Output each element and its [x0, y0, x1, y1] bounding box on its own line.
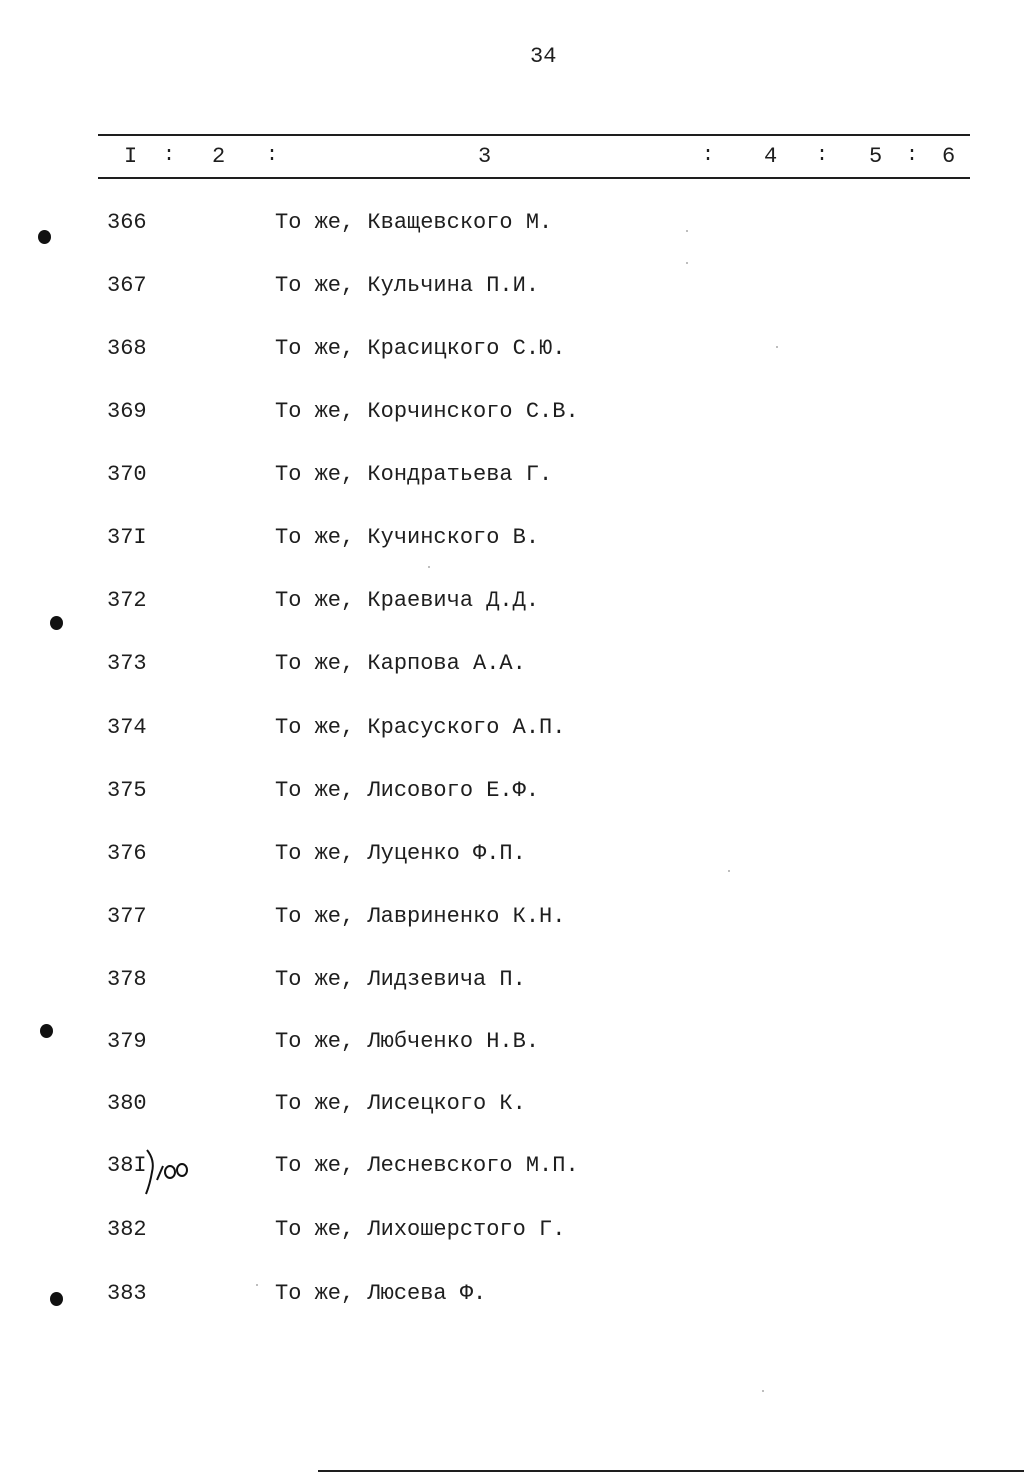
record-number: 372 — [107, 588, 147, 613]
record-description: То же, Люсева Ф. — [275, 1281, 487, 1306]
table-row — [0, 967, 1024, 1007]
record-number: 367 — [107, 273, 147, 298]
column-header-5: 5 — [869, 144, 883, 169]
record-number: 382 — [107, 1217, 147, 1242]
record-description: То же, Кондратьева Г. — [275, 462, 553, 487]
column-separator: : — [266, 144, 279, 167]
record-description: То же, Лесневского М.П. — [275, 1153, 579, 1178]
bottom-edge-line — [318, 1470, 1024, 1472]
handwritten-annotation — [143, 1148, 193, 1198]
record-number: 37I — [107, 525, 147, 550]
column-separator: : — [816, 144, 829, 167]
record-description: То же, Лисецкого К. — [275, 1091, 526, 1116]
table-row — [0, 399, 1024, 439]
record-description: То же, Красуского А.П. — [275, 715, 566, 740]
record-description: То же, Карпова А.А. — [275, 651, 526, 676]
record-number: 366 — [107, 210, 147, 235]
record-number: 379 — [107, 1029, 147, 1054]
table-row — [0, 462, 1024, 502]
table-row — [0, 1029, 1024, 1069]
table-row — [0, 778, 1024, 818]
table-row — [0, 651, 1024, 691]
column-separator: : — [702, 144, 715, 167]
record-number: 38I — [107, 1153, 147, 1178]
scan-speck — [256, 1284, 258, 1286]
scan-speck — [428, 566, 430, 568]
column-header-1: I — [124, 144, 138, 169]
record-number: 378 — [107, 967, 147, 992]
record-number: 373 — [107, 651, 147, 676]
punch-hole — [50, 1292, 63, 1306]
table-row — [0, 525, 1024, 565]
record-description: То же, Краевича Д.Д. — [275, 588, 540, 613]
record-description: То же, Корчинского С.В. — [275, 399, 579, 424]
table-row — [0, 210, 1024, 250]
record-description: То же, Кульчина П.И. — [275, 273, 540, 298]
record-number: 374 — [107, 715, 147, 740]
record-number: 368 — [107, 336, 147, 361]
punch-hole — [40, 1024, 53, 1038]
table-row — [0, 1281, 1024, 1321]
column-header-3: 3 — [478, 144, 492, 169]
punch-hole — [50, 616, 63, 630]
column-header-4: 4 — [764, 144, 778, 169]
scan-speck — [728, 870, 730, 872]
table-row — [0, 1091, 1024, 1131]
record-description: То же, Лисового Е.Ф. — [275, 778, 540, 803]
record-description: То же, Лихошерстого Г. — [275, 1217, 566, 1242]
record-description: То же, Лидзевича П. — [275, 967, 526, 992]
punch-hole — [38, 230, 51, 244]
table-row — [0, 841, 1024, 881]
table-header-bottom-rule — [98, 177, 970, 179]
table-row — [0, 336, 1024, 376]
column-separator: : — [163, 144, 176, 167]
scan-speck — [762, 1390, 764, 1392]
table-row — [0, 715, 1024, 755]
table-row — [0, 904, 1024, 944]
table-row — [0, 1217, 1024, 1257]
record-description: То же, Красицкого С.Ю. — [275, 336, 566, 361]
record-description: То же, Кучинского В. — [275, 525, 540, 550]
record-description: То же, Любченко Н.В. — [275, 1029, 540, 1054]
record-number: 370 — [107, 462, 147, 487]
column-header-2: 2 — [212, 144, 226, 169]
record-description: То же, Кващевского М. — [275, 210, 553, 235]
table-row — [0, 273, 1024, 313]
scan-speck — [686, 262, 688, 264]
page-number: 34 — [530, 44, 557, 69]
table-row — [0, 588, 1024, 628]
record-number: 380 — [107, 1091, 147, 1116]
column-separator: : — [906, 144, 919, 167]
record-number: 375 — [107, 778, 147, 803]
record-number: 376 — [107, 841, 147, 866]
record-number: 377 — [107, 904, 147, 929]
record-description: То же, Луценко Ф.П. — [275, 841, 526, 866]
record-number: 383 — [107, 1281, 147, 1306]
scan-speck — [686, 230, 688, 232]
record-description: То же, Лавриненко К.Н. — [275, 904, 566, 929]
scan-speck — [776, 346, 778, 348]
column-header-6: 6 — [942, 144, 956, 169]
table-header-top-rule — [98, 134, 970, 136]
record-number: 369 — [107, 399, 147, 424]
